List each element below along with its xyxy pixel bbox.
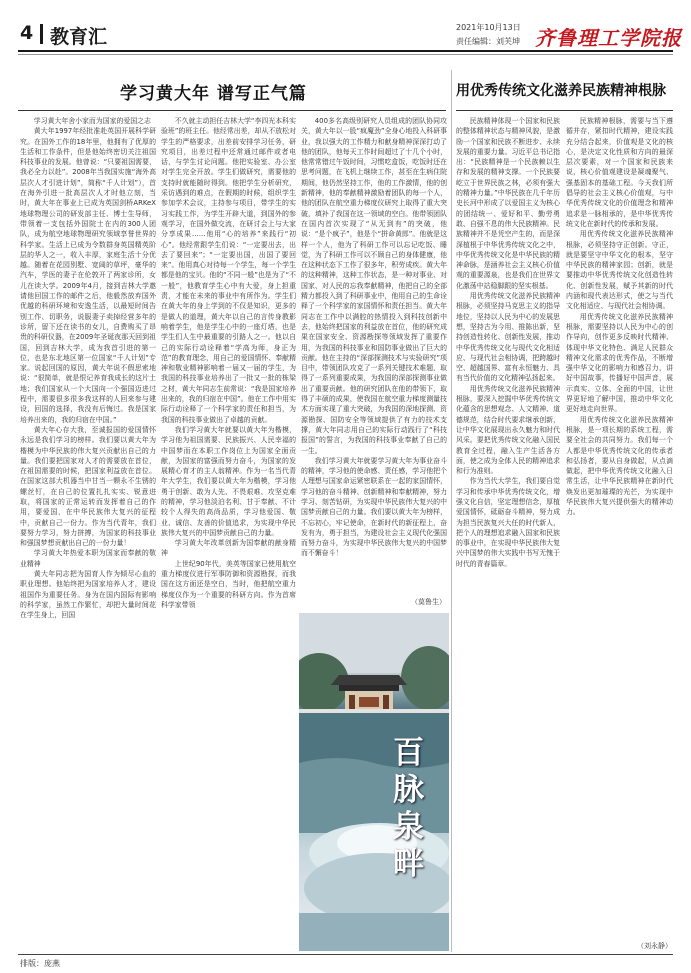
layout-credit: 排版：庞燕 <box>20 959 60 968</box>
right-article-title: 用优秀传统文化滋养民族精神根脉 <box>456 83 666 99</box>
photo-caption: 百脉泉畔 <box>393 735 424 882</box>
paragraph: 学习黄大年改革创新为国奉献的献身精神 <box>161 539 296 558</box>
left-title-rule <box>18 110 446 111</box>
page-section-name: 教育汇 <box>50 26 108 48</box>
paragraph: 用优秀传统文化滋养民族精神根脉，必须坚持马克思主义的指导地位，坚持以人民为中心的发展思想，坚持古为今用、推陈出新，坚持创造性转化、创新性发展，推动中华优秀传统文化与现代文化相适应、与现代社会相协调，把跨越时空、超越国界、富有永恒魅力、具有当代价值的文化精神弘扬起来。 <box>456 292 560 383</box>
right-article-column-2 <box>566 116 673 938</box>
page-header <box>0 0 691 58</box>
left-article-title: 学习黄大年 谱写正气篇 <box>120 84 307 104</box>
left-article-col3-text <box>301 116 447 559</box>
paragraph: 不久就主动担任吉林大学“李四光本科实验班”的班主任。他经常出差，却从不放松对学生的严格要求，出差前安排学习任务，研究项目，出差过程中还常通过邮件或者电话，与学生讨论问题。他把实验室、办公室对学生完全开放。学生们做研究，需要他的支持时就能随时得到。他把学生分析研究，采访遇到的难点，在假期的时候，组织学生参加学术会议，主持参与项目，带学生的实习实践工作，为学生开辟大道，到国外的参观学习，在国外做交流，在研讨会上与大家分享成果……他用“心的培养”来践行“初心”。他经常跟学生们说：“一定要出去，出去了要回来”；“一定要出国，出国了要回来”。他用真心对待每一个学生，每一个学生都是他的宝贝。他的“不同一般”也是为了“不一般”，他教育学生心中有大爱，身上担重责，才能在未来的事业中有所作为。学生们在黄大年的身上学到的不仅是知识，更多的是做人的道理，黄大年以自己的言传身教影响着学生，他是学生心中的一座灯塔，也是学生们人生中最重要的引路人之一。他以自己的实际行动诠释着“学高为师，身正为范”的教育理念，用自己的爱国情怀、奉献精神和敬业精神影响着一届又一届的学生，为我国的科技事业培养出了一批又一批的栋梁之材，黄大年同志生前常说：“我是国家培养出来的，我的归宿在中国”。他在工作中用实际行动诠释了一个科学家的责任和担当，为我国的科技事业做出了卓越的贡献。 <box>161 117 296 424</box>
paragraph: 民族精神根脉，需要与当下遵循并存，紧扣时代精神，建设实践充分结合起来，价值观是文化的核心，是决定文化性质和方向的最深层次要素，对一个国家和民族来说，核心价值观建设是凝魂聚气、强基固本的基础工程。今天我们所倡导的社会主义核心价值观，与中华优秀传统文化的价值理念和精神追求是一脉相承的，是中华优秀传统文化在新时代的传承和发展。 <box>566 117 673 228</box>
left-article-signature: （莫鲁生） <box>411 598 446 606</box>
paragraph: 用优秀传统文化滋养民族精神根脉，是一项长期的系统工程，需要全社会的共同努力。我们每一个人都是中华优秀传统文化的传承者和弘扬者，要从自身做起，从点滴做起，把中华优秀传统文化融入日常生活，让中华民族精神在新时代焕发出更加璀璨的光芒，为实现中华民族伟大复兴提供强大的精神动力。 <box>566 415 673 517</box>
paragraph: 学习黄大年舍小家而为国家的爱国之志 <box>33 117 151 125</box>
paragraph: 400多名高级别研究人员组成的团队协同攻关，黄大年以一股“疯魔劲”全身心地投入科研事业，我以强大的工作精力和献身精神深深打动了他的团队，他每天工作时间超过了十几个小时，他常常错过午饭时间，习惯吃盒饭，吃饭时还在思考问题，在飞机上继续工作，甚至在生病住院期间，他仍然坚持工作，他的工作激情，他的创新精神，他的奉献精神激励着团队的每一个人，他的团队在航空重力梯度仪研究上取得了重大突破，填补了我国在这一领域的空白。他带领团队在国内首次实现了“从无到有”的突破，他说：“是个疯子”，他是个“拼命黄郎”。他就是这样一个人，他为了科研工作可以忘记吃饭、睡觉，为了科研工作可以不顾自己的身体健康，他在这种状态下工作了很多年，积劳成疾。黄大年的这种精神，这种工作状态，是一种对事业、对国家、对人民的忘我奉献精神，他把自己的全部精力都投入到了科研事业中，他用自己的生命诠释了一个科学家的家国情怀和责任担当。黄大年同志在工作中以满腔的热情投入到科技创新中去，他始终把国家的利益放在首位，他的研究成果在国家安全、资源勘探等领域发挥了重要作用，为我国的科技事业和国防事业做出了巨大的贡献。他在主持的“深部探测技术与实验研究”项目中，带领团队攻克了一系列关键技术难题，取得了一系列重要成果，为我国的深部探测事业做出了重要贡献。他的研究团队在他的带领下，取得了丰硕的成果，使我国在航空重力梯度测量技术方面实现了重大突破，为我国的深地探测、资源勘探、国防安全等领域提供了有力的技术支撑，黄大年同志用自己的实际行动践行了“科技报国”的誓言，为我国的科技事业奉献了自己的一生。 <box>301 117 447 455</box>
right-article-col1-text <box>456 116 560 569</box>
left-article-col1-text <box>20 116 156 621</box>
paragraph: 用优秀传统文化滋养民族精神根脉，必须坚持守正创新。守正，就是要坚守中华文化的根本，坚守中华民族的精神家园；创新，就是要推动中华优秀传统文化创造性转化、创新性发展，赋予其新的时代内涵和现代表达形式，使之与当代文化相适应、与现代社会相协调。 <box>566 230 673 311</box>
left-article-column-2 <box>161 116 296 952</box>
paragraph: 黄大年心存大我，至诚报国的爱国情怀永远是我们学习的榜样。我们要以黄大年为楷模为中华民族的伟大复兴贡献出自己的力量。我们要把国家对人才的需要放在首位，在祖国需要的时候，把国家利益放在首位。在国家这部大机器当中甘当一颗永不生锈的螺丝钉，在自己的位置扎扎实实、锐意进取，将国家的正常运转而发挥着自己的作用，要爱国，在中华民族伟大复兴的征程中，贡献自己一份力。作为当代青年，我们要努力学习，努力拼搏，为国家的科技事业和强国梦想贡献出自己的一份力量！ <box>20 425 156 548</box>
right-title-rule <box>456 110 673 111</box>
paragraph: 我们学习黄大年就要学习黄大年为事业奋斗的精神，学习他的使命感、责任感，学习他把个人理想与国家命运紧密联系在一起的家国情怀，学习他的奋斗精神、创新精神和奉献精神，努力学习、刻苦钻研，为实现中华民族伟大复兴的中国梦贡献自己的力量。我们要以黄大年为榜样，不忘初心，牢记使命，在新时代的新征程上，奋发有为，勇于担当，为建设社会主义现代化强国而努力奋斗，为实现中华民族伟大复兴的中国梦而不懈奋斗！ <box>301 456 447 558</box>
header-rule <box>18 50 673 52</box>
right-article-column-1 <box>456 116 560 952</box>
paragraph: 作为当代大学生，我们要自觉学习和传承中华优秀传统文化，增强文化自信，坚定理想信念，厚植爱国情怀，砥砺奋斗精神，努力成为担当民族复兴大任的时代新人，把个人的理想追求融入国家和民族的事业中，在实现中华民族伟大复兴中国梦的伟大实践中书写无愧于时代的青春篇章。 <box>456 477 560 568</box>
left-article-column-3 <box>301 116 447 594</box>
paragraph: 黄大年同志把为国育人作为倾尽心血的职业理想。他始终把为国家培养人才，建设祖国作为重要任务。身为在国内国际有影响的科学家，虽然工作繁忙，却把大量时间花在学生身上，回国 <box>20 570 156 620</box>
paragraph: 黄大年1997年经批准赴英国开展科学研究。在国外工作的18年里，他拥有了优厚的生活和工作条件，但是他始终密切关注祖国科技事业的发展。他曾说：“只要祖国需要，我必全力以赴”。2008年当我国实施“海外高层次人才引进计划”，简称“千人计划”），首在海外引进一批高层次人才时他立刻，当时，黄大年在事业上已成为英国剑桥ARKeX地球物理公司的研发部主任、博士生导师，带领着一支包括外国院士在内的300人团队，成为航空地球物理研究领域享誉世界的科学家。生活上已成为令数群身英国精英阶层的华人之一，收入丰厚，家庭生活十分优越。随着在花园别墅、宽阔的草坪，豪华的汽车，学医的妻子在伦敦开了两家诊所，女儿在读大学。2009年4月，接到吉林大学邀请他回国工作的邮件之后，他毅然放弃国外优越的科研环境和安逸生活，以最短时间告别工作、切职务，说服妻子卖掉经营多年的诊所，留下还在读书的女儿，自费购买了昂贵的科研仪器，在2009年圣诞夜那天回到祖国，回到吉林大学，成为我首引进的第一位，也是东北地区第一位国家“千人计划”专家。说起回国的原因，黄大年说不假思索地说：“很简单，就是恨记养育我成长的这片土地；我们国家从一个大国向一个强国迈进过程中，需要很多很多我这样的人回来参与建设，回国的选择，我没有后悔过。我是国家培养出来的，我的归宿在中国。” <box>20 127 156 424</box>
column-separator <box>451 70 452 952</box>
right-article-signature: （刘永静） <box>637 942 672 950</box>
left-article-col2-text <box>161 116 296 610</box>
landscape-photo <box>299 613 449 951</box>
paragraph: 学习黄大年热爱本职为国家而奉献的敬业精神 <box>20 549 156 568</box>
header-separator <box>40 24 43 44</box>
header-rule-thin <box>18 54 673 55</box>
paragraph: 民族精神体现一个国家和民族的整体精神状态与精神风貌，是激励一个国家和民族不断进步、永续发展的重要力量。习近平总书记指出：“民族精神是一个民族赖以生存和发展的精神支撑。一个民族要屹立于世界民族之林，必须有强大的精神力量。”中华民族在几千年历史长河中形成了以爱国主义为核心的团结统一、爱好和平、勤劳勇敢、自强不息的伟大民族精神。民族精神并不是凭空产生的，而是深深植根于中华优秀传统文化之中，中华优秀传统文化是中华民族的精神命脉，是涵养社会主义核心价值观的重要源泉，也是我们在世界文化激荡中站稳脚跟的坚实根基。 <box>456 117 560 290</box>
right-article-col2-text <box>566 116 673 518</box>
paragraph: 我们学习黄大年就要以黄大年为楷模，学习他为祖国需要、民族振兴、人民幸福的中国梦而在本职工作岗位上为国家全面贡献，为国家的富强而努力奋斗，为国家的发展精心育才的主人翁精神。作为一名当代青年大学生，我们要以黄大年为楷模，学习他勇于创新、敢为人先、不畏艰难、攻坚克难的精神，学习他淡泊名利、甘于奉献、不计较个人得失的高尚品质，学习他爱国、敬业、诚信、友善的价值追求，为实现中华民族伟大复兴的中国梦贡献自己的力量。 <box>161 425 296 537</box>
footer-rule <box>18 954 673 955</box>
issue-date: 2021年10月13日 <box>456 23 521 32</box>
left-article-column-1 <box>20 116 156 952</box>
paragraph: 上世纪90年代，美英等国家已使用航空重力梯度仪进行军事防御和资源勘探，而我国在这方面还是空白，当时，他把航空重力梯度仪作为一个重要的科研方向。作为首席科学家带领 <box>161 559 296 609</box>
newspaper-logo: 齐鲁理工学院报 <box>535 26 682 50</box>
paragraph: 用优秀传统文化滋养民族精神根脉，需要坚持以人民为中心的创作导向，创作更多反映时代精神、体现中华文化特色、满足人民群众精神文化需求的优秀作品，不断增强中华文化的影响力和感召力，讲好中国故事，传播好中国声音，展示真实、立体、全面的中国，让世界更好地了解中国，推动中华文化更好地走向世界。 <box>566 312 673 414</box>
responsible-editor: 责任编辑：刘芙坤 <box>456 37 520 46</box>
paragraph: 用优秀传统文化滋养民族精神根脉，要深入挖掘中华优秀传统文化蕴含的思想观念、人文精神、道德规范，结合时代要求继承创新，让中华文化展现出永久魅力和时代风采。要把优秀传统文化融入国民教育全过程，融入生产生活各方面，使之成为全体人民的精神追求和行为准则。 <box>456 384 560 476</box>
page-number: 4 <box>20 22 34 44</box>
